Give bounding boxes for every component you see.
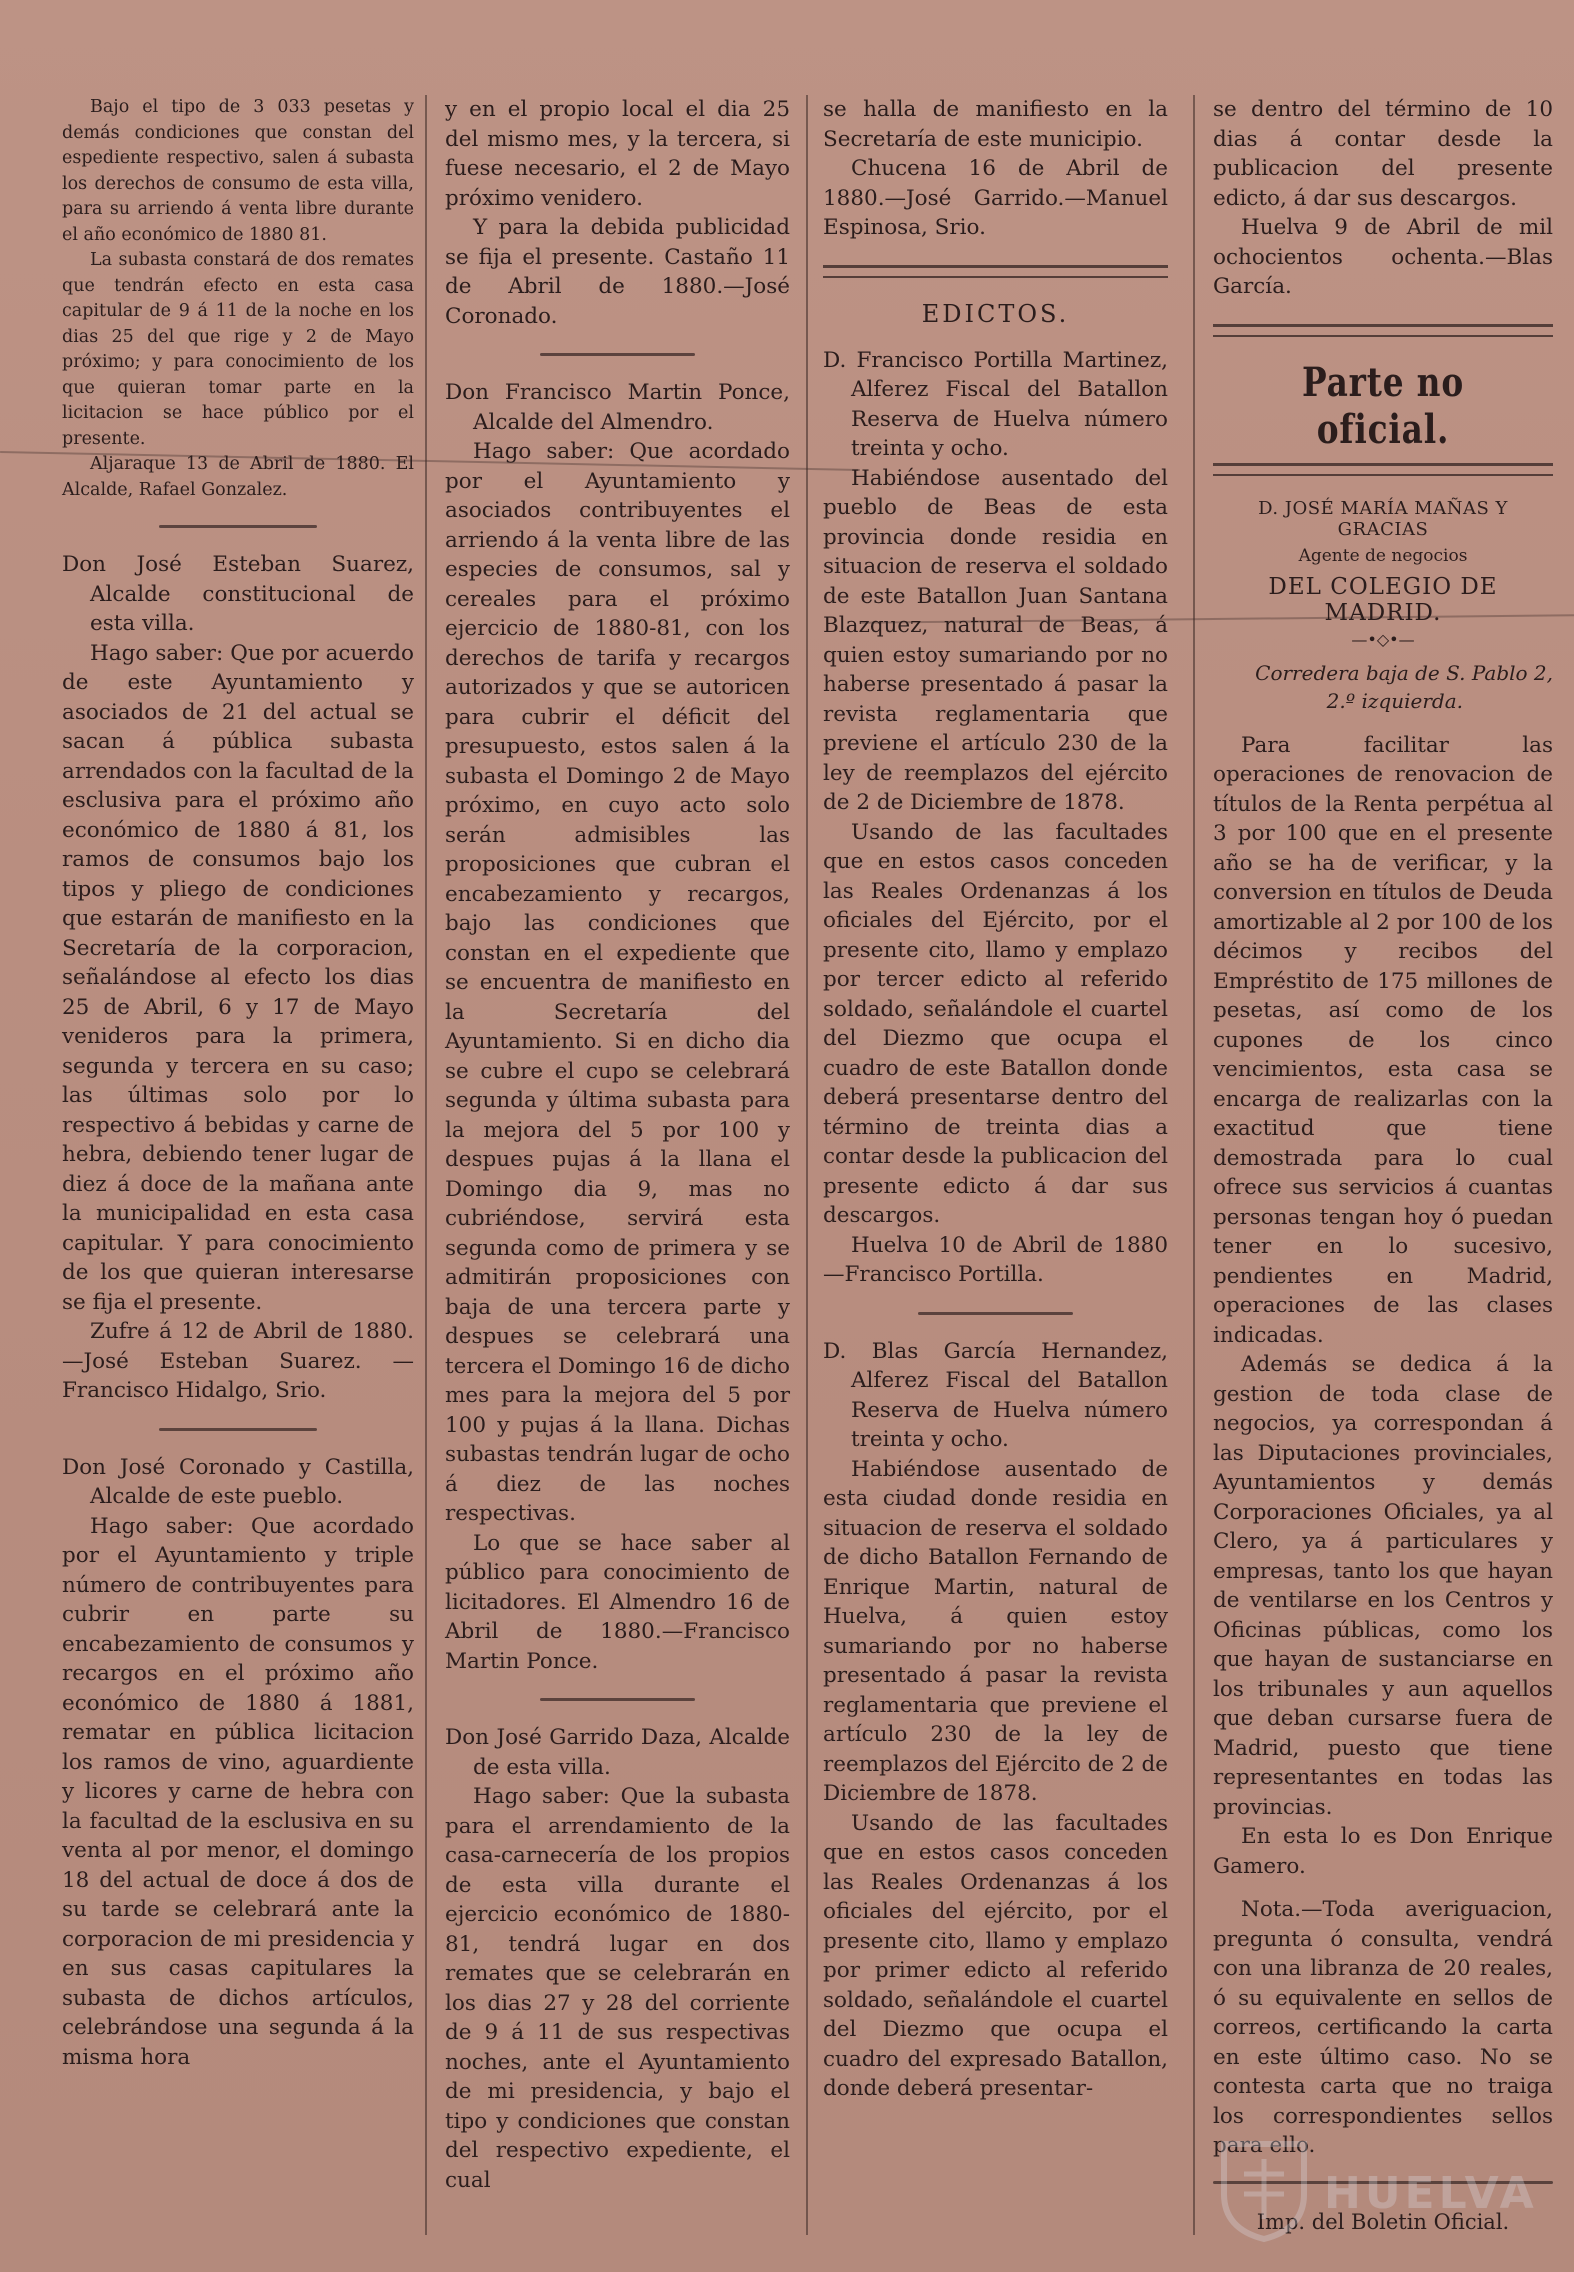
agent-address [1213,659,1553,715]
agent-college: DEL COLEGIO DE MADRID. [1268,573,1498,626]
edict-portilla-body: Usando de las facultades que en estos casos conceden las Reales Ordenanzas á los oficiales del Ejército, por el presente cito, llamo y emplazo por tercer edicto al referido soldado, señalándole el cuartel del Diezmo que ocupa el cuadro de este Batallon donde deberá presentarse dentro del término de treinta dias a contar desde la publicacion del presente edicto á dar sus descargos. [823,819,1168,1228]
edict-garcia-body: Usando de las facultades que en estos casos conceden las Reales Ordenanzas á los oficiales del ejército, por el presente cito, llamo y emplazo por primer edicto al referido soldado, señalándole el cuartel del Diezmo que ocupa el cuadro del expresado Batallon, donde deberá presentar- [823,1810,1168,2101]
edict-castano-heading: Don José Coronado y Castilla, Alcalde de este pueblo. [62,1454,414,1509]
column-rule [1193,95,1195,2235]
edict-castano-continuation: y en el propio local el dia 25 del mismo mes, y la tercera, si fuese necesario, el 2 de Mayo próximo venidero. [445,97,790,211]
shield-icon [1214,2134,1314,2244]
notice-body: Para facilitar las operaciones de renovacion de títulos de la Renta perpétua al 3 por 100 que en el presente año se ha de verificar, y la conversion en títulos de Deuda amortizable al 2 por 100 de los décimos y recibos del Empréstito de 175 millones de pesetas, así como de los cupones de los cinco vencimientos, esta casa se encarga de realizarlas con la exactitud que tiene demostrada para lo cual ofrece sus servicios á cuantas personas tengan hoy ó puedan tener en lo sucesivo, pendientes en Madrid, operaciones de las clases indicadas. [1213,732,1553,1348]
agent-address-line-2: 2.º izquierda. [1326,688,1463,713]
edict-garcia-continuation: se dentro del término de 10 dias á contar desde la publicacion del presente edicto, á dar sus descargos. [1213,97,1553,211]
section-title-edictos: EDICTOS. [921,299,1070,328]
edict-castano-body: Hago saber: Que acordado por el Ayuntamiento y triple número de contribuyentes para cubrir en parte su encabezamiento de consumos y recargos en el próximo año económico de 1880 á 1881, rematar en pública licitacion los ramos de vino, aguardiente y licores y carne de hebra con la facultad de la esclusiva en su venta al por menor, el domingo 18 del actual de doce á dos de su tarde se celebrará ante la corporacion de mi presidencia y en sus casas capitulares la subasta de dichos artículos, celebrándose una segunda á la misma hora [62,1513,414,2070]
edict-aljaraque-signature: Aljaraque 13 de Abril de 1880. El Alcalde, Rafael Gonzalez. [62,454,414,500]
edict-garcia-heading: D. Blas García Hernandez, Alferez Fiscal del Batallon Reserva de Huelva número treinta y ocho. [823,1338,1168,1452]
notice-nota: Nota.—Toda averiguacion, pregunta ó consulta, vendrá con una libranza de 20 reales, ó su equivalente en sellos de correos, certificando la carta en este último caso. No se contesta carta que no traiga los correspondientes sellos para ello. [1213,1897,1553,2158]
column-1 [62,95,414,2072]
edict-garrido-heading: Don José Garrido Daza, Alcalde de esta villa. [445,1725,790,1780]
huelva-watermark-logo [1214,2134,1538,2244]
notice-body: Además se dedica á la gestion de toda clase de negocios, ya correspondan á las Diputaciones provinciales, Ayuntamientos y demás Corporaciones Oficiales, ya al Clero, ya á particulares y empresas, tanto los que hayan de ventilarse en los Centros y Oficinas públicas, como los que hayan de sustanciarse en los tribunales y aun aquellos que deban cursarse fuera de Madrid, puesto que tiene representantes en todas las provincias. [1213,1352,1553,1820]
edict-garrido-body: Hago saber: Que la subasta para el arrendamiento de la casa-carnecería de los propios de esta villa durante el ejercicio económico de 1880-81, tendrá lugar en dos remates que se celebrarán en los dias 27 y 28 del corriente de 9 á 11 de sus respectivas noches, ante el Ayuntamiento de mi presidencia, y bajo el tipo y condiciones que constan del respectivo expediente, el cual [445,1784,790,2193]
edict-garcia-body: Habiéndose ausentado de esta ciudad donde residia en situacion de reserva el soldado de dicho Batallon Fernando de Enrique Martin, natural de Huelva, á quien estoy sumariando por no haberse presentado á pasar la revista reglamentaria que previene el artículo 230 de la ley de reemplazos del Ejército de 2 de Diciembre de 1878. [823,1456,1168,1806]
separator-rule [159,1428,317,1431]
edict-almendro-body: Hago saber: Que acordado por el Ayuntamiento y asociados contribuyentes el arriendo á la venta libre de las especies de consumos, sal y cereales para el próximo ejercicio de 1880-81, con los derechos de tarifa y recargos autorizados y que se autoricen para cubrir el déficit del presupuesto, estos salen á la subasta el Domingo 2 de Mayo próximo, en cuyo acto solo serán admisibles las proposiciones que cubran el encabezamiento y recargos, bajo las condiciones que constan en el expediente que se encuentra de manifiesto en la Secretaría del Ayuntamiento. Si en dicho dia se cubre el cupo se celebrará segunda y última subasta para la mejora del 5 por 100 y despues pujas á la llana el Domingo dia 9, mas no cubriéndose, servirá esta segunda como de primera y se admitirán proposiciones con baja de una tercera parte y despues se celebrará una tercera el Domingo 16 de dicho mes para la mejora del 5 por 100 y pujas á la llana. Dichas subastas tendrán lugar de ocho á diez de las noches respectivas. [445,439,790,1526]
edict-portilla-body: Habiéndose ausentado del pueblo de Beas de esta provincia donde residia en situacion de reserva el soldado de este Batallon Juan Santana Blazquez, natural de Beas, á quien estoy sumariando por no haberse presentado á pasar la revista reglamentaria que previene el artículo 230 de la ley de reemplazos del ejército de 2 de Diciembre de 1878. [823,465,1168,815]
edict-zufre-signature: Zufre á 12 de Abril de 1880.—José Esteban Suarez. —Francisco Hidalgo, Srio. [62,1319,414,1403]
edict-aljaraque-body: Bajo el tipo de 3 033 pesetas y demás condiciones que constan del espediente respectivo, salen á subasta los derechos de consumo de esta villa, para su arriendo á venta libre durante el año económico de 1880 81. [62,97,414,245]
edict-chucena-continuation: se halla de manifiesto en la Secretaría de este municipio. [823,97,1168,152]
edict-almendro-heading: Don Francisco Martin Ponce, Alcalde del Almendro. [445,380,790,435]
agent-address-line-1: Corredera baja de S. Pablo 2, [1255,660,1553,685]
section-double-rule [1213,324,1553,337]
edict-almendro-closing: Lo que se hace saber al público para conocimiento de licitadores. El Almendro 16 de Abril de 1880.—Francisco Martin Ponce. [445,1530,790,1674]
agent-role: Agente de negocios [1298,545,1468,566]
column-3 [823,95,1168,2104]
section-title-parte-no-oficial: Parte no oficial. [1301,358,1465,453]
column-2 [445,95,790,2195]
edict-chucena-signature: Chucena 16 de Abril de 1880.—José Garrido.—Manuel Espinosa, Srio. [823,156,1168,240]
notice-body: En esta lo es Don Enrique Gamero. [1213,1824,1553,1879]
printer-imprint: Imp. del Boletin Oficial. [1256,2209,1510,2234]
ornament-divider: —•◇•— [1351,629,1415,649]
separator-rule [540,353,695,356]
edict-zufre-body: Hago saber: Que por acuerdo de este Ayuntamiento y asociados de 21 del actual se sacan á pública subasta arrendados con la facultad de la esclusiva para el próximo año económico de 1880 á 81, los ramos de consumos bajo los tipos y pliego de condiciones que estarán de manifiesto en la Secretaría de la corporacion, señalándose al efecto los dias 25 de Abril, 6 y 17 de Mayo venideros para la primera, segunda y tercera en su caso; las últimas solo por lo respectivo á bebidas y carne de hebra, debiendo tener lugar de diez á doce de la mañana ante la municipalidad en esta casa capitular. Y para conocimiento de los que quieran interesarse se fija el presente. [62,640,414,1315]
separator-rule [540,1698,695,1701]
edict-zufre-heading: Don José Esteban Suarez, Alcalde constitucional de esta villa. [62,552,414,636]
section-double-rule [823,265,1168,278]
edict-garcia-signature: Huelva 9 de Abril de mil ochocientos ochenta.—Blas García. [1213,215,1553,299]
agent-name: D. JOSÉ MARÍA MAÑAS Y GRACIAS [1258,497,1508,540]
edict-aljaraque-body: La subasta constará de dos remates que tendrán efecto en esta casa capitular de 9 á 11 de la noche en los dias 25 del que rige y 2 de Mayo próximo; y para conocimiento de los que quieran tomar parte en la licitacion se hace público por el presente. [62,250,414,449]
separator-rule [918,1312,1073,1315]
edict-castano-closing: Y para la debida publicidad se fija el presente. Castaño 11 de Abril de 1880.—José Coronado. [445,215,790,329]
watermark-text: HUELVA [1324,2168,1538,2219]
edict-portilla-signature: Huelva 10 de Abril de 1880 —Francisco Portilla. [823,1232,1168,1287]
section-double-rule [1213,463,1553,476]
column-rule [425,95,427,2235]
edict-portilla-heading: D. Francisco Portilla Martinez, Alferez Fiscal del Batallon Reserva de Huelva número treinta y ocho. [823,347,1168,461]
separator-rule [159,525,317,528]
column-4 [1213,95,1553,2234]
column-rule [806,95,808,2235]
